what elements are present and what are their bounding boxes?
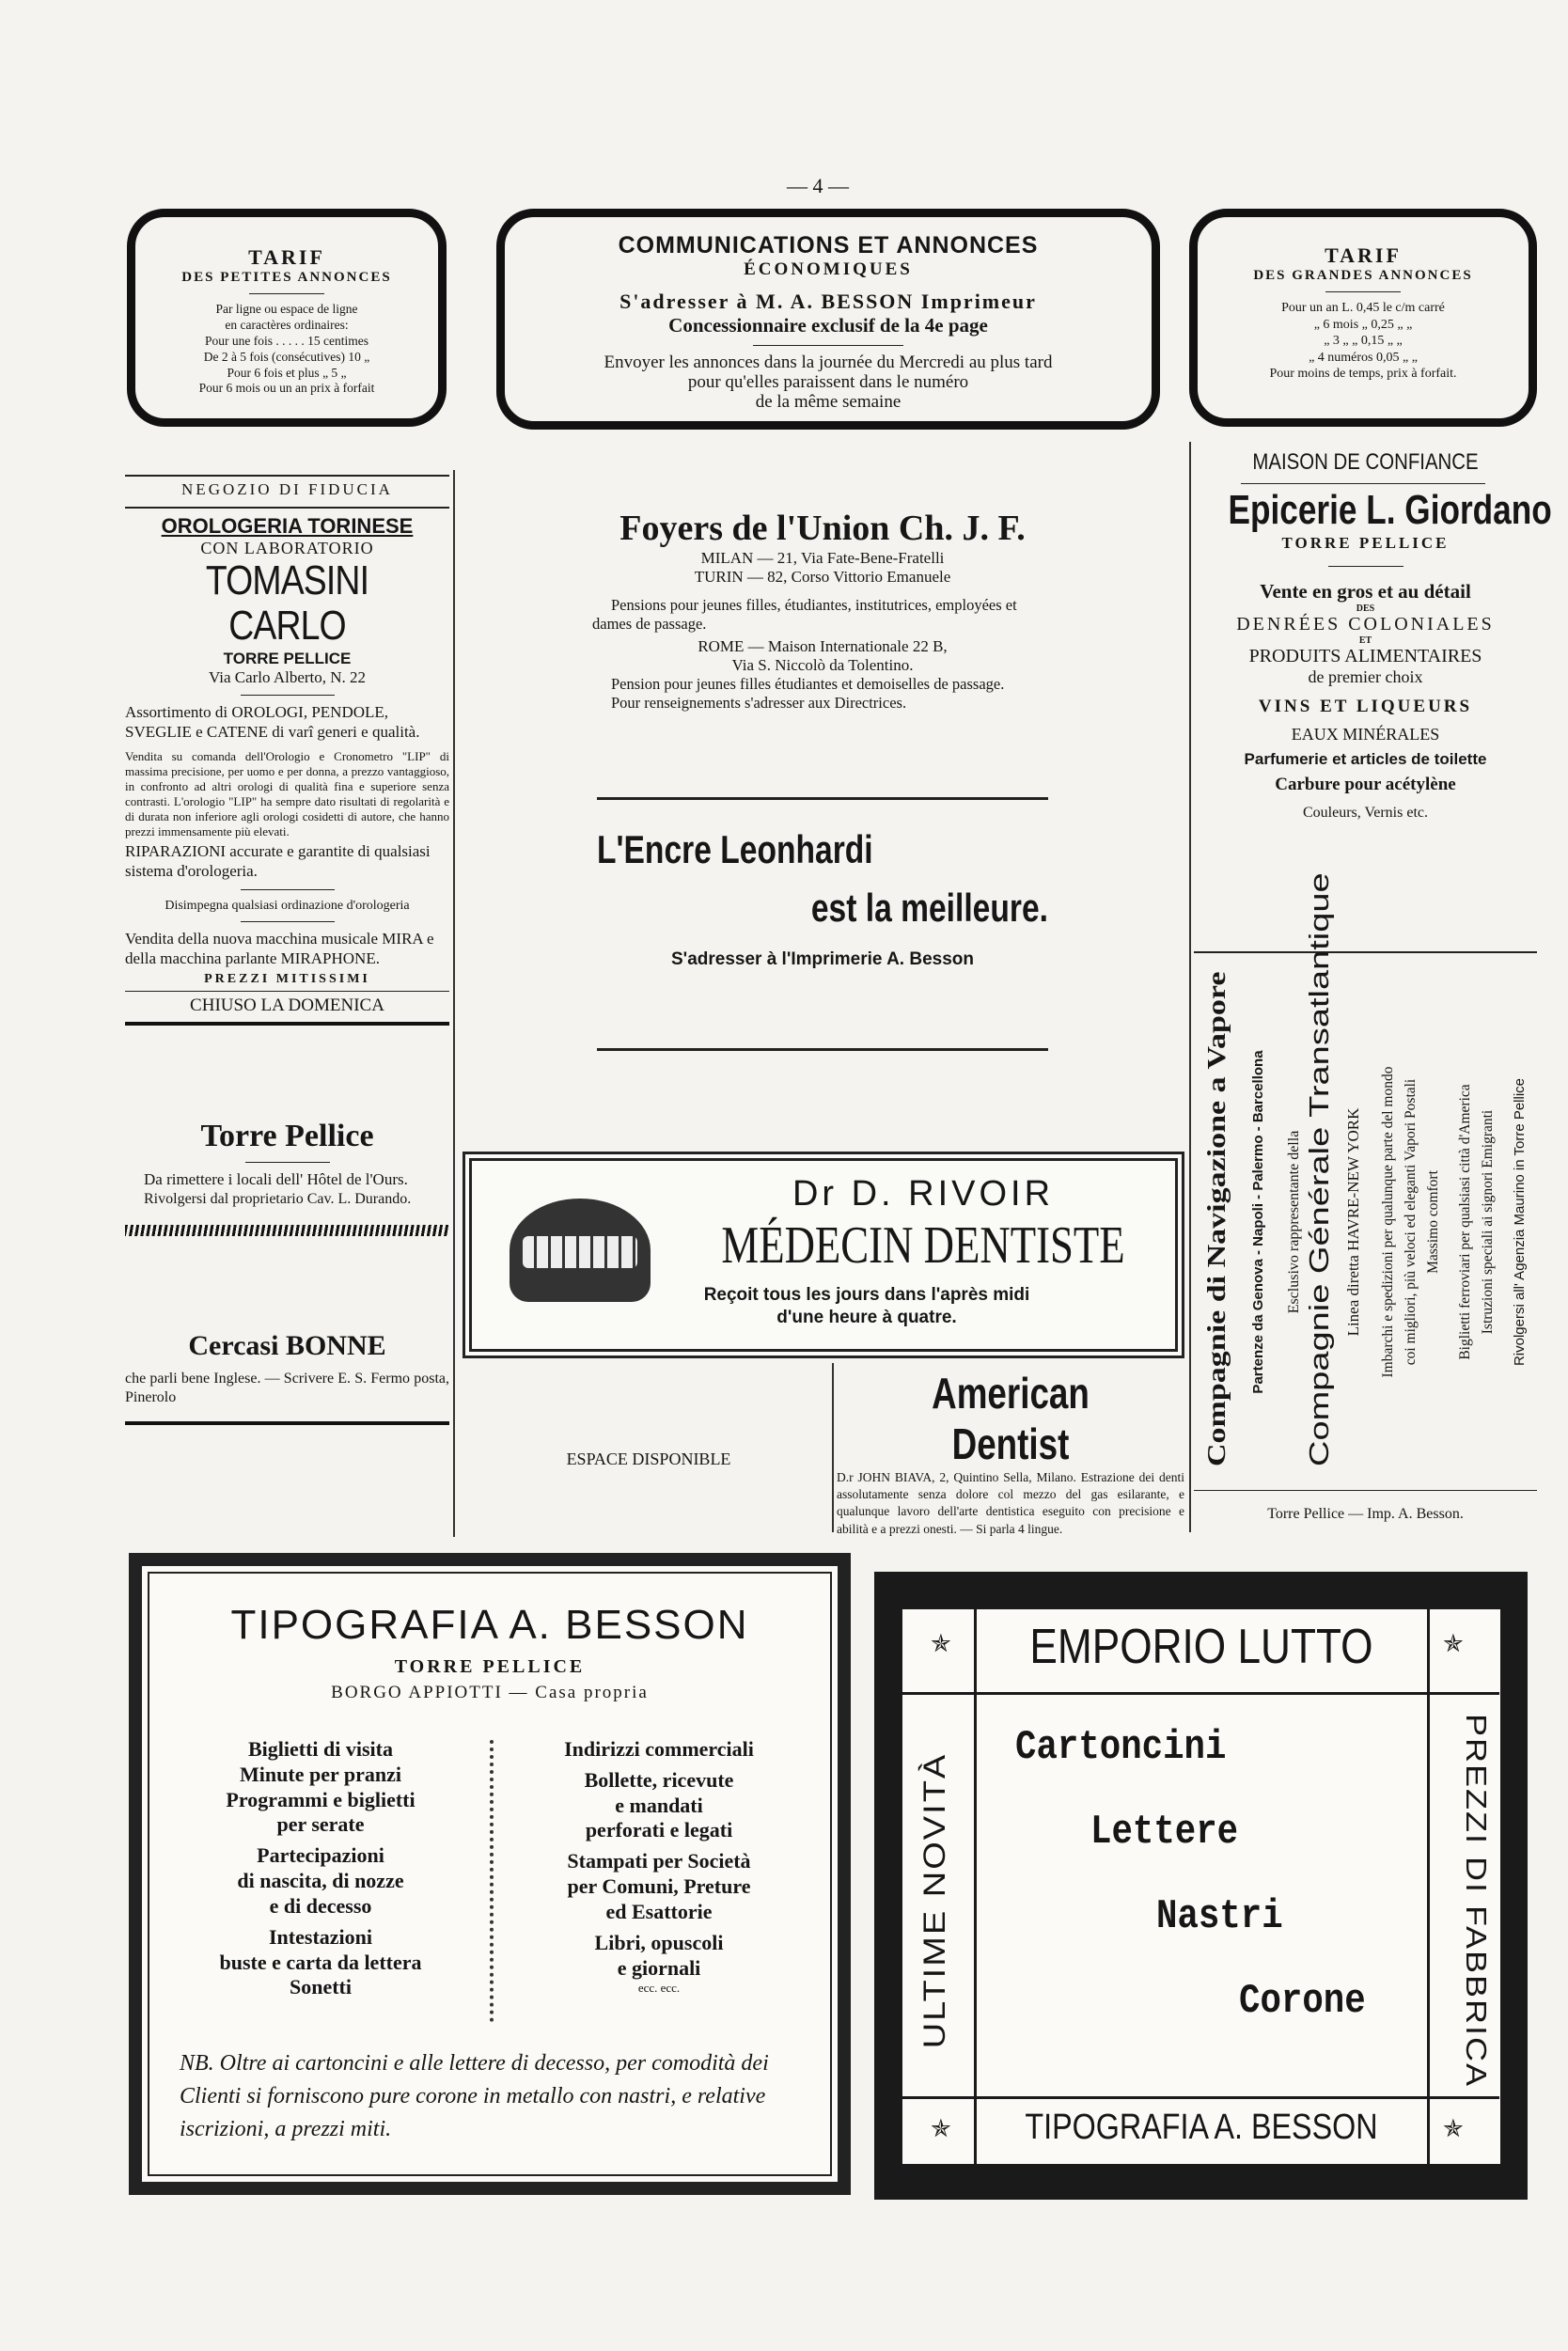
american-dentist-ad bbox=[837, 1368, 1184, 1538]
tarif-line: Pour 6 mois ou un an prix à forfait bbox=[198, 381, 375, 396]
foyers-turin: TURIN — 82, Corso Vittorio Emanuele bbox=[694, 568, 951, 586]
foyers-rome: ROME — Maison Internationale 22 B, bbox=[698, 637, 948, 656]
foyers-text: Pension pour jeunes filles étudiantes et demoiselles de passage. bbox=[611, 675, 1005, 694]
nav-line: Biglietti ferroviari per qualsiasi città d'America bbox=[1457, 1084, 1473, 1360]
orologeria-address: Via Carlo Alberto, N. 22 bbox=[208, 667, 367, 686]
tarif-line: „ 6 mois „ 0,25 „ „ bbox=[1313, 317, 1413, 332]
epicerie-name: Epicerie L. Giordano bbox=[1228, 487, 1552, 533]
orologeria-assortimento: Assortimento di OROLOGI, PENDOLE, SVEGLIE e CATENE di varî generi e qualità. bbox=[125, 702, 420, 741]
tipografia-left-list bbox=[180, 1737, 462, 2000]
orologeria-chiuso: CHIUSO LA DOMENICA bbox=[190, 995, 384, 1016]
emporio-title: EMPORIO LUTTO bbox=[1029, 1620, 1373, 1674]
foyers-text: Pour renseignements s'adresser aux Directrices. bbox=[611, 694, 907, 713]
tarif-line: „ 3 „ „ 0,15 „ „ bbox=[1324, 334, 1403, 348]
tarif-grandes-annonces bbox=[1189, 209, 1537, 427]
communications-line: S'adresser à M. A. BESSON Imprimeur bbox=[619, 290, 1037, 313]
nav-line: Linea diretta HAVRE-NEW YORK bbox=[1344, 1107, 1362, 1337]
bonne-text: che parli bene Inglese. — Scrivere E. S. Fermo posta, Pinerolo bbox=[125, 1371, 449, 1405]
divider-ornament bbox=[490, 1740, 494, 2022]
encre-line1: L'Encre Leonhardi bbox=[597, 827, 873, 871]
torre-pellice-text2: Rivolgersi dal proprietario Cav. L. Durando. bbox=[144, 1190, 412, 1207]
tarif-title: TARIF bbox=[248, 245, 325, 269]
foyers-text: Pensions pour jeunes filles, étudiantes, institutrices, employées et dames de passage. bbox=[592, 596, 1017, 634]
service-item: e giornali bbox=[617, 1955, 701, 1980]
service-item: per serate bbox=[276, 1812, 365, 1837]
tipografia-address: BORGO APPIOTTI — Casa propria bbox=[331, 1683, 649, 1702]
orologeria-sub: CON LABORATORIO bbox=[200, 539, 374, 557]
epicerie-line: PRODUITS ALIMENTAIRES bbox=[1248, 646, 1482, 666]
communications-title: COMMUNICATIONS ET ANNONCES bbox=[618, 232, 1039, 259]
service-item: Sonetti bbox=[290, 1975, 352, 1999]
epicerie-header: MAISON DE CONFIANCE bbox=[1252, 449, 1479, 475]
rivoir-name: Dr D. RIVOIR bbox=[792, 1174, 1055, 1214]
rivoir-line2: d'une heure à quatre. bbox=[776, 1308, 957, 1327]
foyers-title: Foyers de l'Union Ch. J. F. bbox=[619, 509, 1026, 548]
encre-line3: S'adresser à l'Imprimerie A. Besson bbox=[671, 949, 974, 969]
service-item: Stampati per Società bbox=[567, 1849, 751, 1873]
communications-line: Concessionnaire exclusif de la 4e page bbox=[668, 314, 988, 337]
tarif-line: Pour une fois . . . . . 15 centimes bbox=[205, 333, 368, 348]
epicerie-line: de premier choix bbox=[1308, 667, 1423, 686]
encre-line2: est la meilleure. bbox=[810, 886, 1048, 930]
epicerie-line: Vente en gros et au détail bbox=[1260, 580, 1471, 603]
service-item: Intestazioni bbox=[269, 1924, 372, 1949]
epicerie-line: DENRÉES COLONIALES bbox=[1236, 614, 1495, 635]
communications-subtitle: ÉCONOMIQUES bbox=[744, 259, 913, 279]
service-item: ecc. ecc. bbox=[637, 1981, 681, 1996]
foyers-milan: MILAN — 21, Via Fate-Bene-Fratelli bbox=[700, 549, 945, 567]
communications-line: Envoyer les annonces dans la journée du Mercredi au plus tard bbox=[604, 353, 1053, 372]
orologeria-name: OROLOGERIA TORINESE bbox=[161, 514, 414, 538]
torre-pellice-text: Da rimettere i locali dell' Hôtel de l'Ours. bbox=[144, 1170, 408, 1188]
tipografia-title: TIPOGRAFIA A. BESSON bbox=[230, 1602, 749, 1648]
orologeria-disimpegna: Disimpegna qualsiasi ordinazione d'orologeria bbox=[165, 898, 410, 913]
service-item: ed Esattorie bbox=[605, 1899, 713, 1923]
nav-line: coi migliori, più veloci ed eleganti Vapori Postali bbox=[1403, 1078, 1419, 1366]
service-item: perforati e legati bbox=[585, 1818, 733, 1842]
service-item: per Comuni, Preture bbox=[567, 1874, 751, 1899]
orologeria-header: NEGOZIO DI FIDUCIA bbox=[181, 480, 393, 498]
epicerie-town: TORRE PELLICE bbox=[1281, 534, 1450, 552]
tipografia-ad bbox=[129, 1553, 851, 2195]
tarif-line: Pour moins de temps, prix à forfait. bbox=[1269, 367, 1457, 381]
epicerie-line: Parfumerie et articles de toilette bbox=[1244, 750, 1487, 768]
torre-pellice-title: Torre Pellice bbox=[200, 1119, 374, 1153]
communications-line: pour qu'elles paraissent dans le numéro bbox=[687, 371, 969, 392]
emporio-item: Nastri bbox=[1156, 1893, 1283, 1940]
rivoir-title: MÉDECIN DENTISTE bbox=[721, 1216, 1125, 1275]
rivoir-ad bbox=[463, 1152, 1184, 1358]
star-icon: ✯ bbox=[931, 2115, 951, 2142]
epicerie-line: DES bbox=[1356, 603, 1375, 614]
communications-line: de la même semaine bbox=[755, 391, 902, 412]
epicerie-line: ET bbox=[1358, 635, 1372, 646]
nav-line: Istruzioni speciali ai signori Emigranti bbox=[1480, 1109, 1496, 1335]
emporio-left-side: ULTIME NOVITÀ bbox=[918, 1752, 952, 2049]
epicerie-line: Carbure pour acétylène bbox=[1275, 775, 1456, 794]
service-item: Indirizzi commerciali bbox=[564, 1737, 754, 1761]
service-item: Bollette, ricevute bbox=[584, 1767, 734, 1792]
orologeria-vendita: Vendita della nuova macchina musicale MIRA e della macchina parlante MIRAPHONE. bbox=[125, 929, 434, 967]
tarif-line: en caractères ordinaires: bbox=[225, 317, 349, 332]
service-item: Partecipazioni bbox=[257, 1843, 384, 1868]
tarif-subtitle: DES PETITES ANNONCES bbox=[181, 270, 392, 285]
foyers-ad bbox=[592, 508, 1053, 713]
tarif-line: „ 4 numéros 0,05 „ „ bbox=[1309, 350, 1418, 365]
emporio-lutto-ad bbox=[874, 1572, 1528, 2200]
emporio-item: Corone bbox=[1239, 1978, 1366, 2025]
american-title: American Dentist bbox=[932, 1369, 1090, 1468]
tarif-title: TARIF bbox=[1325, 243, 1402, 267]
tarif-line: De 2 à 5 fois (consécutives) 10 „ bbox=[203, 349, 370, 364]
tarif-line: Par ligne ou espace de ligne bbox=[215, 302, 358, 316]
foyers-rome2: Via S. Niccolò da Tolentino. bbox=[731, 656, 914, 675]
american-text: D.r JOHN BIAVA, 2, Quintino Sella, Milano. Estrazione dei denti assolutamente senza dolore col mezzo del gas esilarante, e qualunque lavoro dell'arte dentistica eseguito con precisione e abilità e a prezzi onesti. — Si parla 4 lingue. bbox=[837, 1470, 1184, 1536]
tipografia-nb: NB. Oltre ai cartoncini e alle lettere di decesso, per comodità dei Clienti si forniscono pure corone in metallo con nastri, e relative iscrizioni, a prezzi miti. bbox=[180, 2051, 769, 2141]
tarif-subtitle: DES GRANDES ANNONCES bbox=[1253, 268, 1473, 283]
epicerie-line: EAUX MINÉRALES bbox=[1291, 725, 1440, 744]
emporio-right-side: PREZZI DI FABBRICA bbox=[1460, 1713, 1493, 2089]
bonne-title: Cercasi BONNE bbox=[188, 1330, 386, 1361]
service-item: e mandati bbox=[615, 1793, 703, 1817]
tipografia-town: TORRE PELLICE bbox=[394, 1656, 586, 1677]
service-item: buste e carta da lettera bbox=[219, 1950, 422, 1974]
service-item: Minute per pranzi bbox=[240, 1762, 401, 1786]
star-icon: ✯ bbox=[931, 1630, 951, 1657]
nav-line: Massimo comfort bbox=[1425, 1170, 1441, 1274]
page-number: — 4 — bbox=[787, 174, 849, 197]
orologeria-ad bbox=[125, 475, 449, 1026]
tarif-petites-annonces bbox=[127, 209, 447, 427]
service-item: Biglietti di visita bbox=[248, 1737, 393, 1761]
tipografia-right-list bbox=[518, 1737, 800, 1996]
navigazione-ad bbox=[1194, 872, 1537, 1495]
emporio-item: Cartoncini bbox=[1015, 1724, 1227, 1771]
orologeria-town: TORRE PELLICE bbox=[223, 649, 352, 667]
service-item: e di decesso bbox=[269, 1893, 372, 1918]
emporio-item: Lettere bbox=[1090, 1809, 1239, 1856]
nav-line: Imbarchi e spedizioni per qualunque parte del mondo bbox=[1380, 1066, 1396, 1378]
tarif-line: Pour 6 fois et plus „ 5 „ bbox=[227, 365, 347, 380]
star-icon: ✯ bbox=[1443, 1630, 1464, 1657]
tarif-line: Pour un an L. 0,45 le c/m carré bbox=[1281, 301, 1445, 315]
rivoir-line1: Reçoit tous les jours dans l'après midi bbox=[703, 1285, 1030, 1305]
nav-line: Compagnie Générale Transatlantique bbox=[1305, 872, 1335, 1466]
orologeria-lip: Vendita su comanda dell'Orologio e Cronometro "LIP" di massima precisione, per uomo e per donna, a prezzo vantaggioso, in confronto ad altri orologi di qualità fina e superiore senza contrasti. L'orologio "LIP" ha sempre dato risultati di regolarità e di durata non inferiore agli orologi cosidetti di autore, che hanno prezzi immensamente più elevati. bbox=[125, 749, 449, 839]
orologeria-owner: TOMASINI CARLO bbox=[205, 557, 369, 650]
espace-disponible: ESPACE DISPONIBLE bbox=[566, 1450, 731, 1468]
epicerie-line: Couleurs, Vernis etc. bbox=[1302, 805, 1428, 821]
communications-annonces bbox=[496, 209, 1160, 430]
service-item: di nascita, di nozze bbox=[237, 1869, 404, 1893]
torre-pellice-ad bbox=[125, 1119, 449, 1236]
imprint: Torre Pellice — Imp. A. Besson. bbox=[1267, 1506, 1464, 1522]
epicerie-ad bbox=[1194, 449, 1552, 822]
nav-line: Partenze da Genova - Napoli - Palermo - Barcellona bbox=[1250, 1050, 1266, 1394]
emporio-footer: TIPOGRAFIA A. BESSON bbox=[1025, 2108, 1378, 2147]
nav-line: Esclusivo rappresentante della bbox=[1286, 1130, 1302, 1314]
nav-line: Rivolgersi all' Agenzia Maurino in Torre Pellice bbox=[1512, 1077, 1528, 1367]
star-icon: ✯ bbox=[1443, 2115, 1464, 2142]
service-item: Programmi e biglietti bbox=[226, 1787, 416, 1811]
epicerie-line: VINS ET LIQUEURS bbox=[1258, 697, 1473, 716]
orologeria-riparazioni: RIPARAZIONI accurate e garantite di qualsiasi sistema d'orologeria. bbox=[125, 842, 431, 881]
encre-ad bbox=[597, 827, 1048, 970]
bonne-ad bbox=[125, 1330, 449, 1425]
nav-line: Compagnie di Navigazione a Vapore bbox=[1203, 971, 1231, 1466]
service-item: Libri, opuscoli bbox=[594, 1930, 724, 1954]
orologeria-prezzi: PREZZI MITISSIMI bbox=[204, 972, 370, 987]
